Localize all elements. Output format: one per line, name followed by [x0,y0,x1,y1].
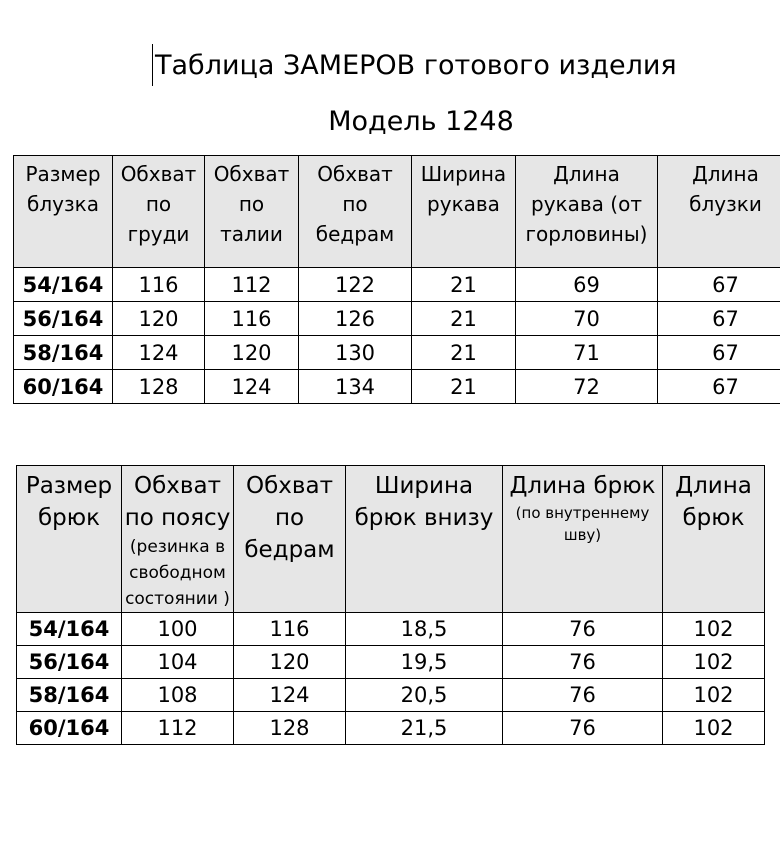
table-cell: 76 [503,613,663,646]
table-row [17,679,765,712]
table-cell: 76 [503,712,663,745]
table-cell: 126 [299,302,412,336]
header-sleeve-width: Ширина рукава [412,156,516,268]
table-cell: 112 [122,712,234,745]
table-cell: 67 [658,268,780,302]
table-cell: 21,5 [346,712,503,745]
size-cell: 56/164 [17,646,122,679]
table-header-row [17,466,765,613]
header-blouse-length: Длина блузки [658,156,780,268]
table-cell: 76 [503,679,663,712]
table-cell: 116 [234,613,346,646]
blouse-measurements-table [13,155,780,404]
table-cell: 108 [122,679,234,712]
table-cell: 124 [205,370,299,404]
table-cell: 130 [299,336,412,370]
table-cell: 72 [516,370,658,404]
table-cell: 76 [503,646,663,679]
header-size: Размер блузка [14,156,113,268]
size-cell: 58/164 [17,679,122,712]
table-cell: 120 [205,336,299,370]
table-cell: 18,5 [346,613,503,646]
table-cell: 116 [113,268,205,302]
table-cell: 112 [205,268,299,302]
table-cell: 70 [516,302,658,336]
pants-measurements-table [16,465,765,745]
table-cell: 122 [299,268,412,302]
table-cell: 102 [663,613,765,646]
header-size: Размер брюк [17,466,122,613]
size-cell: 58/164 [14,336,113,370]
table-cell: 120 [113,302,205,336]
header-hips: Обхват по бедрам [234,466,346,613]
table-cell: 104 [122,646,234,679]
table-cell: 102 [663,679,765,712]
table-cell: 21 [412,370,516,404]
header-waist: Обхват по талии [205,156,299,268]
model-subtitle: Модель 1248 [328,106,514,137]
table-row [17,613,765,646]
table-cell: 102 [663,646,765,679]
header-bottom-width: Ширина брюк внизу [346,466,503,613]
table-cell: 71 [516,336,658,370]
table-row [14,336,780,370]
size-cell: 60/164 [17,712,122,745]
table-cell: 116 [205,302,299,336]
table-cell: 21 [412,336,516,370]
table-row [17,646,765,679]
header-pants-length: Длина брюк [663,466,765,613]
table-cell: 69 [516,268,658,302]
size-cell: 60/164 [14,370,113,404]
table-cell: 21 [412,302,516,336]
table-row [14,370,780,404]
table-cell: 67 [658,302,780,336]
table-row [14,302,780,336]
table-cell: 120 [234,646,346,679]
header-inseam: Длина брюк (по внутреннему шву) [503,466,663,613]
table-cell: 20,5 [346,679,503,712]
size-cell: 54/164 [14,268,113,302]
table-cell: 128 [234,712,346,745]
inseam-note: (по внутреннему [515,504,650,522]
table-row [17,712,765,745]
header-bust: Обхват по груди [113,156,205,268]
size-cell: 56/164 [14,302,113,336]
waist-note: (резинка в [129,537,226,557]
table-cell: 128 [113,370,205,404]
text-cursor [152,44,153,86]
table-cell: 124 [234,679,346,712]
header-sleeve-length: Длина рукава (от горловины) [516,156,658,268]
table-cell: 67 [658,370,780,404]
table-cell: 134 [299,370,412,404]
table-cell: 67 [658,336,780,370]
table-header-row [14,156,780,268]
header-waist: Обхват по поясу (резинка в свободном состоянии ) [122,466,234,613]
table-cell: 124 [113,336,205,370]
size-cell: 54/164 [17,613,122,646]
table-cell: 100 [122,613,234,646]
table-cell: 21 [412,268,516,302]
table-cell: 102 [663,712,765,745]
table-cell: 19,5 [346,646,503,679]
page-title: Таблица ЗАМЕРОВ готового изделия [155,50,677,81]
table-row [14,268,780,302]
header-hips: Обхват по бедрам [299,156,412,268]
